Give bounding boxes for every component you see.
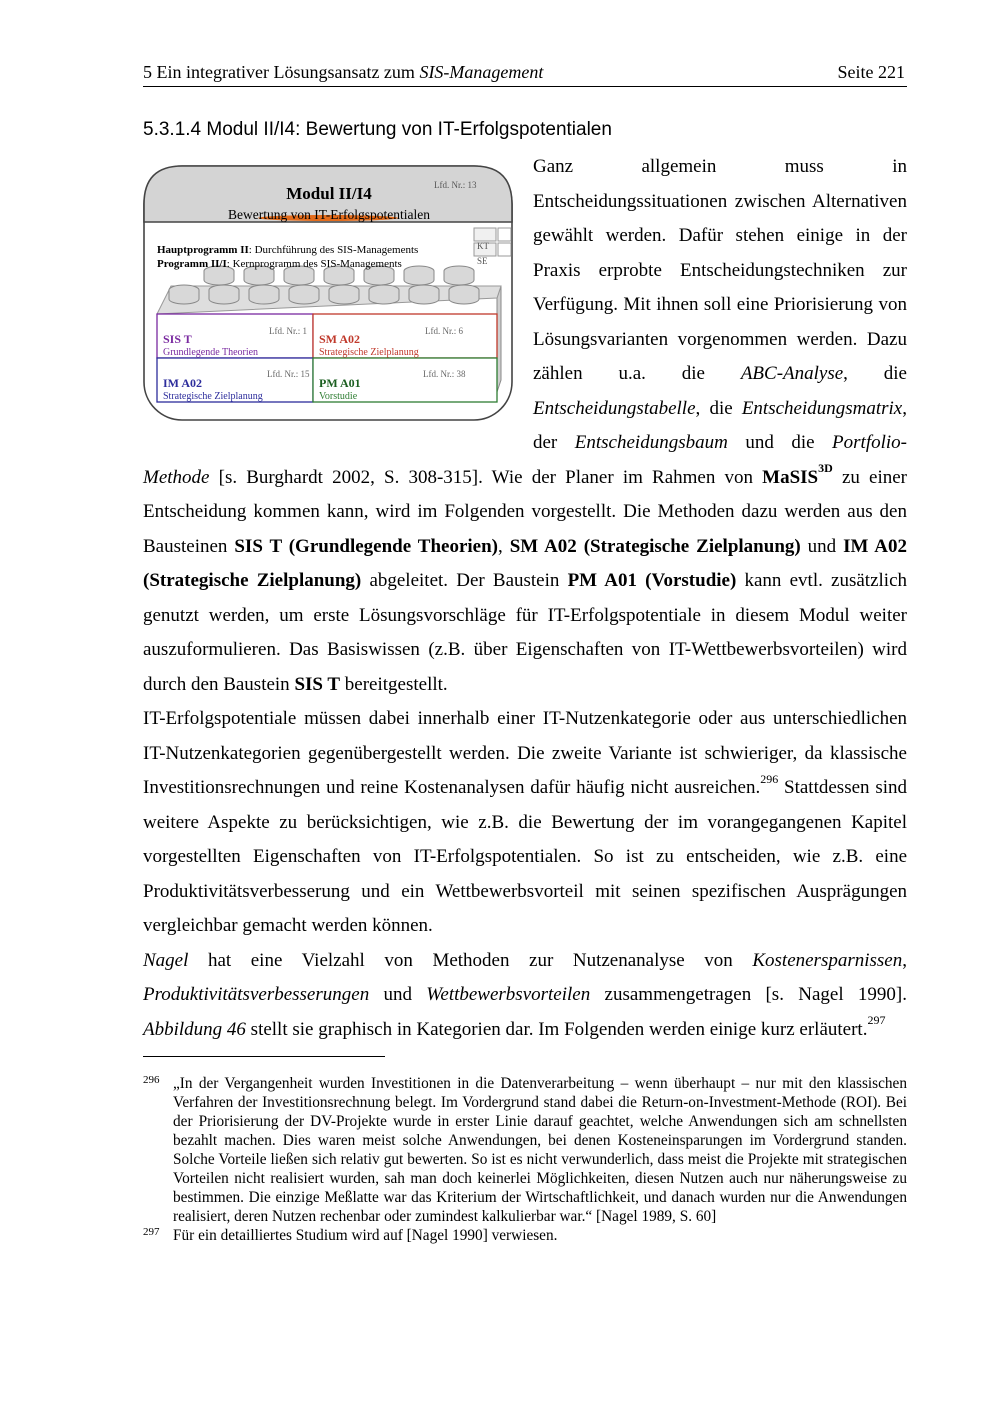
lfd-nr-im-a02: Lfd. Nr.: 15 <box>267 369 310 379</box>
footnote-text: Für ein detailliertes Studium wird auf [Nagel 1990] verwiesen. <box>173 1227 558 1244</box>
main-program-line: Hauptprogramm II: Durchführung des SIS-Managements <box>157 244 419 256</box>
footnote-296 <box>143 1074 907 1226</box>
paragraph-1: Ganz allgemein muss in Entscheidungssituationen zwischen Alternativen gewählt werden. Dafür stehen einige in der Praxis erprobte Entscheidungstechniken zur Verfügung. Mit ihnen soll eine Priorisierung von Lösungsvarianten vorgenommen werden. Dazu zählen u.a. die ABC-Analyse, die Entscheidungstabelle, die Entscheidungsmatrix, der Entscheidungsbaum und die Portfolio-Methode [s. Burghardt 2002, S. 308-315]. Wie der Planer im Rahmen von MaSIS$^{3D}$ zu einer Entscheidung kommen kann, wird im Folgenden vorgestellt. Die Methoden dazu werden aus den Bausteinen SIS T (Grundlegende Theorien), SM A02 (Strategische Zielplanung) und IM A02 (Strategische Zielplanung) abgeleitet. Der Baustein PM A01 (Vorstudie) kann evtl. zusätzlich genutzt werden, um erste Lösungsvorschläge für IT-Erfolgspotentiale in diesem Modul weiter auszuformulieren. Das Basiswissen (z.B. über Eigenschaften von IT-Wettbewerbsvorteilen) wird durch den Baustein SIS T bereitgestellt. <box>143 156 908 695</box>
lfd-nr-sm-a02: Lfd. Nr.: 6 <box>425 326 463 336</box>
footnote-text: „In der Vergangenheit wurden Investitionen in die Datenverarbeitung – wenn überhaupt – nur mit den klassischen Verfahren der Investitionsrechnung belegt. Im Vordergrund stand dabei die Return-on-Investment-Methode (ROI). Bei der Priorisierung der DV-Projekte wurde in erster Linie darauf geachtet, welche Anwendungen sich am schnellsten bezahlt machen. Dies waren meist solche Anwendungen, bei denen Kosteneinsparungen im Vordergrund standen. Solche Vorteile ließen sich relativ gut bewerten. So ist es nicht verwunderlich, dass meist die Projekte mit strategischen Vorteilen nicht realisiert wurden, sah man doch keinerlei Möglichkeiten, diesen Nutzen auch nur näherungsweise zu bestimmen. Die einzige Meßlatte war das Kriterium der Wirtschaftlichkeit, und danach wurden nur die Anwendungen realisiert, deren Nutzen rechenbar oder zumindest kalkulierbar war.“ [Nagel 1989, S. 60] <box>173 1075 907 1225</box>
program-line: Programm II/I: Kernprogramm des SIS-Managements <box>157 258 402 270</box>
section-title: 5.3.1.4 Modul II/I4: Bewertung von IT-Erfolgspotentialen <box>143 119 612 140</box>
block-name-pm-a01: Vorstudie <box>319 391 358 402</box>
footnote-297 <box>143 1226 907 1245</box>
block-code-sm-a02: SM A02 <box>319 332 361 346</box>
footnote-number: 296 <box>143 1074 160 1086</box>
lfd-nr-pm-a01: Lfd. Nr.: 38 <box>423 369 466 379</box>
module-figure <box>143 154 523 430</box>
block-code-pm-a01: PM A01 <box>319 376 361 390</box>
lfd-nr-sis-t: Lfd. Nr.: 1 <box>269 326 307 336</box>
se-label: SE <box>477 256 488 266</box>
footnote-separator <box>143 1056 385 1057</box>
footnote-ref-297[interactable]: 297 <box>867 1013 886 1028</box>
kt-label: KT <box>477 241 489 251</box>
block-code-im-a02: IM A02 <box>163 376 202 390</box>
superscript-3d: 3D <box>818 461 833 476</box>
block-name-sm-a02: Strategische Zielplanung <box>319 347 419 358</box>
paragraph-3: Nagel hat eine Vielzahl von Methoden zur Nutzenanalyse von Kostenersparnissen, Produktivitätsverbesserungen und Wettbewerbsvorteilen zusammengetragen [s. Nagel 1990]. Abbildung 46 stellt sie graphisch in Kategorien dar. Im Folgenden werden einige kurz erläutert.$^{297}$ <box>143 949 907 1040</box>
module-subtitle: Bewertung von IT-Erfolgspotentialen <box>228 207 430 222</box>
footnotes <box>143 1074 907 1245</box>
paragraph-2: IT-Erfolgspotentiale müssen dabei innerhalb einer IT-Nutzenkategorie oder aus unterschiedlichen IT-Nutzenkategorien gegenübergestellt werden. Die zweite Variante ist schwieriger, da klassische Investitionsrechnungen und reine Kostenanalysen dafür häufig nicht ausreichen.$^{296}$ Stattdessen sind weitere Aspekte zu berücksichtigen, wie z.B. die Bewertung der im vorangegangenen Kapitel vorgestellten Eigenschaften von IT-Erfolgspotentialen. So ist zu entscheiden, wie z.B. eine Produktivitätsverbesserung und ein Wettbewerbsvorteil mit seinen spezifischen Ausprägungen vergleichbar gemacht werden können. <box>143 708 907 936</box>
se-check <box>498 243 511 256</box>
chapter-heading: 5 Ein integrativer Lösungsansatz zum SIS-Management <box>143 62 544 82</box>
block-code-sis-t: SIS T <box>163 332 192 346</box>
footnote-ref-296[interactable]: 296 <box>760 771 779 786</box>
running-header <box>143 60 907 87</box>
body-text <box>143 150 907 1047</box>
footnote-number: 297 <box>143 1226 160 1238</box>
block-name-sis-t: Grundlegende Theorien <box>163 347 259 358</box>
block-name-im-a02: Strategische Zielplanung <box>163 391 263 402</box>
module-title: Modul II/I4 <box>286 184 372 203</box>
page-number: Seite 221 <box>837 62 905 82</box>
figure-lfd-nr: Lfd. Nr.: 13 <box>434 180 477 190</box>
